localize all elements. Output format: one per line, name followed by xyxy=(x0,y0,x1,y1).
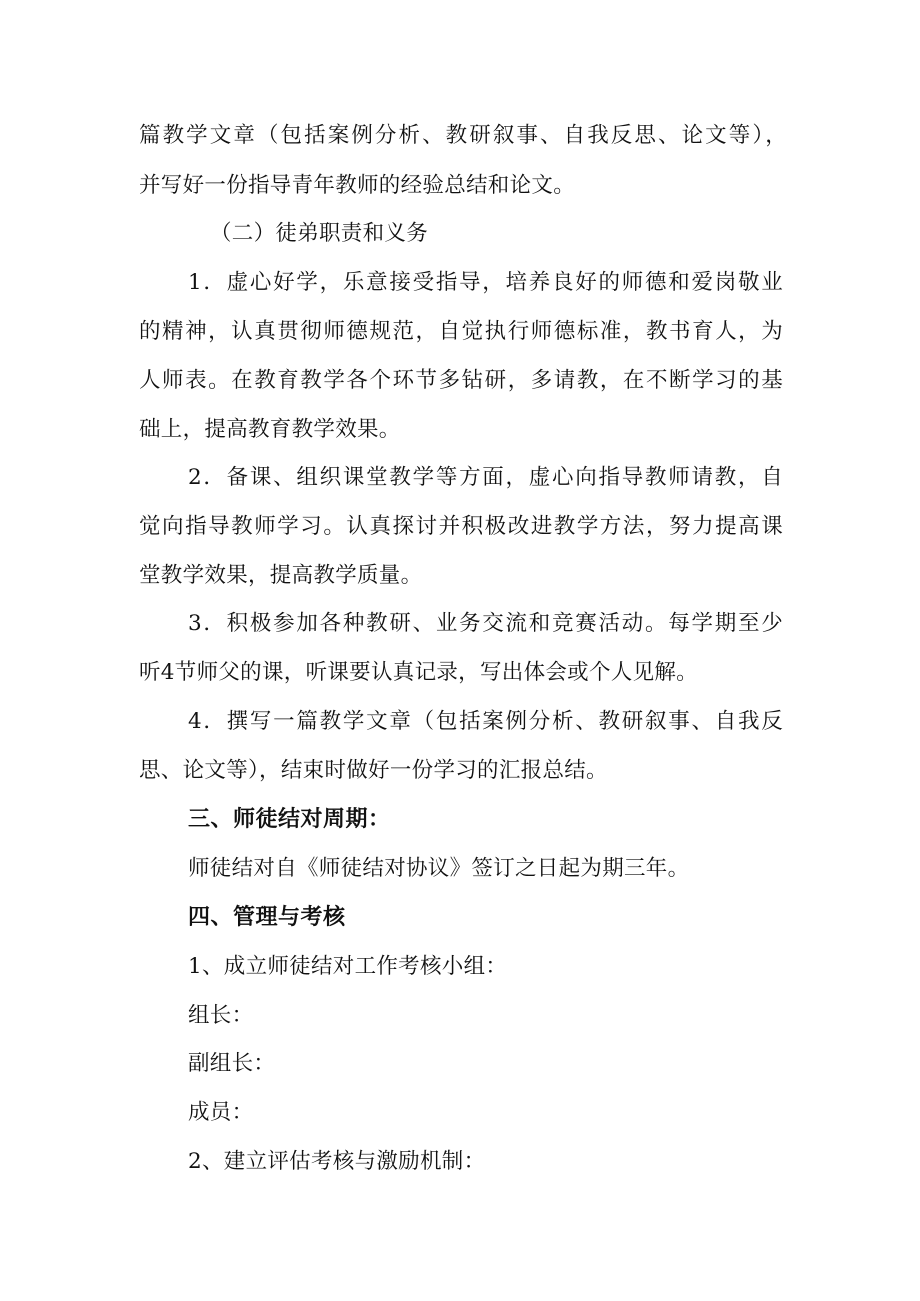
apprentice-item-1-line-1: 1．虚心好学，乐意接受指导，培养良好的师德和爱岗敬业 xyxy=(188,270,783,295)
group-leader-field: 组长： xyxy=(188,1003,254,1028)
intro-continuation-line-1: 篇教学文章（包括案例分析、教研叙事、自我反思、论文等）， xyxy=(139,123,787,148)
apprentice-item-3-line-1: 3．积极参加各种教研、业务交流和竞赛活动。每学期至少 xyxy=(188,611,783,636)
apprentice-item-4-line-1: 4．撰写一篇教学文章（包括案例分析、教研叙事、自我反 xyxy=(188,709,783,734)
apprentice-section-title: （二）徒弟职责和义务 xyxy=(210,221,429,246)
members-field: 成员： xyxy=(188,1100,254,1125)
apprentice-item-4-line-2: 思、论文等），结束时做好一份学习的汇报总结。 xyxy=(139,758,608,783)
apprentice-item-1-line-2: 的精神，认真贯彻师德规范，自觉执行师德标准，教书育人，为 xyxy=(139,319,783,344)
intro-continuation-line-2: 并写好一份指导青年教师的经验总结和论文。 xyxy=(139,173,576,198)
apprentice-item-2-line-1: 2．备课、组织课堂教学等方面，虚心向指导教师请教，自 xyxy=(188,465,783,490)
apprentice-item-2-line-3: 堂教学效果，提高教学质量。 xyxy=(139,563,423,588)
apprentice-item-1-line-4: 础上，提高教育教学效果。 xyxy=(139,417,401,442)
apprentice-item-2-line-2: 觉向指导教师学习。认真探讨并积极改进教学方法，努力提高课 xyxy=(139,514,783,539)
management-item-2: 2、建立评估考核与激励机制： xyxy=(188,1149,486,1174)
apprentice-item-3-line-2: 听4节师父的课，听课要认真记录，写出体会或个人见解。 xyxy=(139,660,698,685)
apprentice-item-1-line-3: 人师表。在教育教学各个环节多钻研，多请教，在不断学习的基 xyxy=(139,368,783,393)
management-item-1: 1、成立师徒结对工作考核小组： xyxy=(188,954,508,979)
period-body: 师徒结对自《师徒结对协议》签订之日起为期三年。 xyxy=(188,856,690,881)
period-heading: 三、师徒结对周期： xyxy=(188,807,391,832)
deputy-leader-field: 副组长： xyxy=(188,1051,276,1076)
management-heading: 四、管理与考核 xyxy=(188,905,346,930)
